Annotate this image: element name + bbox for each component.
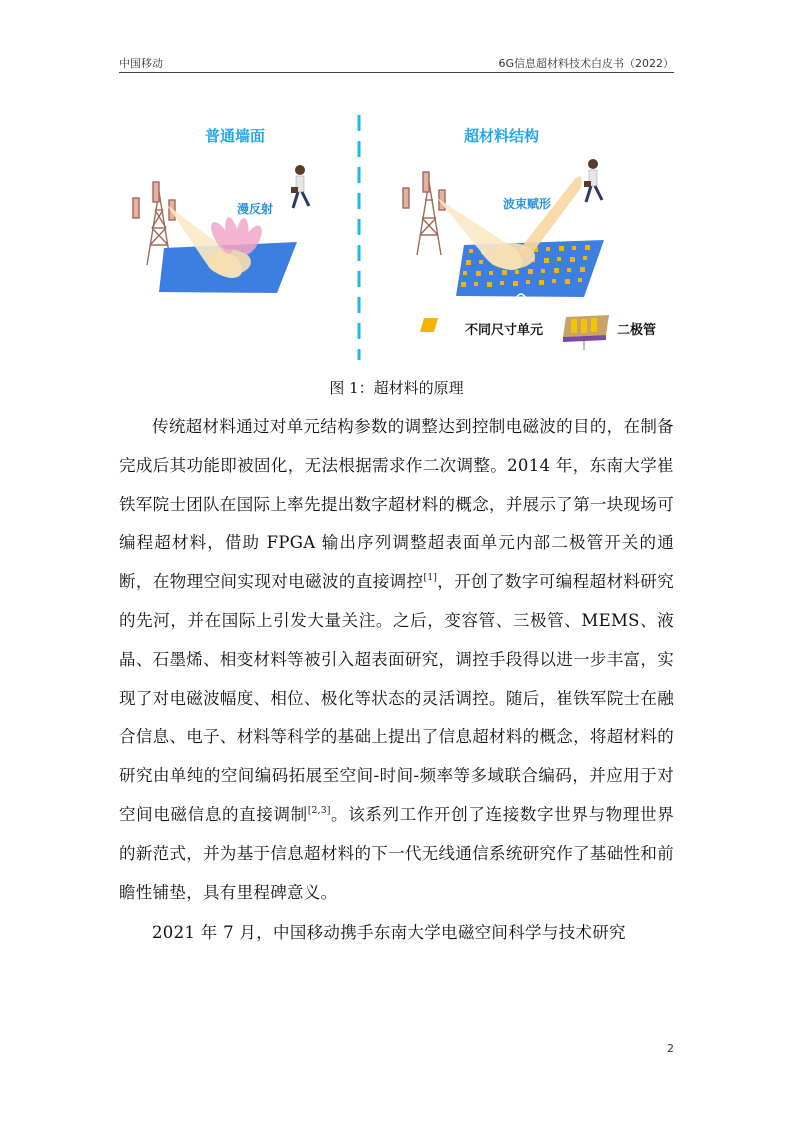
paragraph-text: ，开创了数字可编程超材料研究的先河，并在国际上引发大量关注。之后，变容管、三极管、MEMS、液晶、石墨烯、相变材料等被引入超表面研究，调控手段得以进一步丰富，实现了对电磁波幅度、相位、极化等状态的灵活调控。随后，崔铁军院士在融合信息、电子、材料等科学的基础上提出了信息超材料的概念，将超材料的研究由单纯的空间编码拓展至空间-时间-频率等多域联合编码，并应用于对空间电磁信息的直接调制	[119, 572, 675, 824]
unit-legend-label: 不同尺寸单元	[465, 323, 544, 338]
paragraph-text: 。该系列工作开创了连接数字世界与物理世界的新范式，并为基于信息超材料的下一代无线通信系统研究作了基础性和前瞻性铺垫，具有里程碑意义。	[119, 804, 674, 902]
citation-ref: [1]	[423, 573, 438, 584]
body-text	[119, 408, 674, 953]
citation-ref: [2,3]	[307, 805, 331, 816]
right-panel-title: 超材料结构	[464, 127, 540, 145]
figure-caption: 图 1：超材料的原理	[329, 379, 464, 397]
left-person-icon	[291, 165, 309, 208]
page-number: 2	[667, 1042, 674, 1055]
unit-legend-swatch	[420, 318, 438, 332]
paragraph	[119, 408, 674, 912]
diode-legend-icon	[563, 315, 609, 350]
header-org: 中国移动	[119, 57, 163, 70]
paragraph: 2021 年 7 月，中国移动携手东南大学电磁空间科学与技术研究	[152, 923, 626, 943]
figure-metamaterial-principle	[119, 110, 674, 365]
header-doc-title: 6G信息超材料技术白皮书（2022）	[498, 57, 674, 70]
diffuse-reflection-label: 漫反射	[237, 202, 274, 216]
right-person-icon	[584, 159, 602, 202]
diode-legend-label: 二极管	[617, 323, 657, 338]
paragraph-text: 传统超材料通过对单元结构参数的调整达到控制电磁波的目的，在制备完成后其功能即被固化，无法根据需求作二次调整。2014 年，东南大学崔铁军院士团队在国际上率先提出数字超材料的概念，并展示了第一块现场可编程超材料，借助 FPGA 输出序列调整超表面单元内部二极管开关的通断，在物理空间实现对电磁波的直接调控	[119, 417, 674, 592]
page-header	[119, 52, 674, 73]
figure-illustration	[119, 110, 674, 365]
beamforming-label: 波束赋形	[503, 197, 552, 211]
right-tower-icon	[403, 172, 445, 255]
left-panel-title: 普通墙面	[205, 127, 266, 145]
